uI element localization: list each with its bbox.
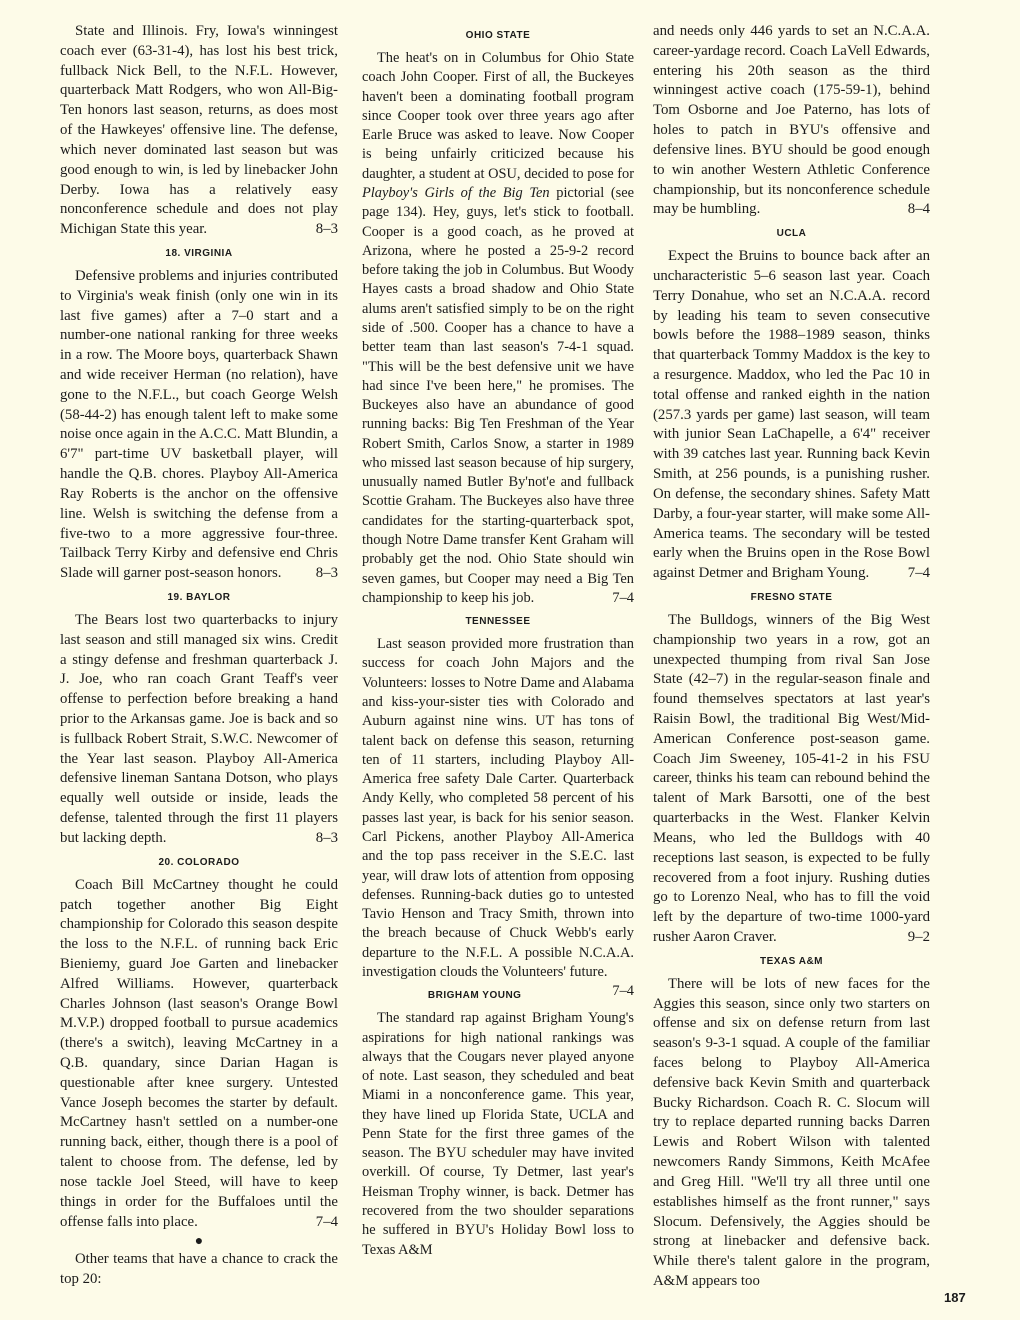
column-1 xyxy=(60,22,338,1290)
team-heading: FRESNO STATE xyxy=(750,591,833,603)
article-paragraph xyxy=(653,975,930,1292)
team-heading: OHIO STATE xyxy=(465,30,531,41)
paragraph-text: Defensive problems and injuries contributed to Virginia's weak finish (only one win in its last five games) after a 7–0 start and a number-one national ranking for three weeks in a row. The Moore boys, quarterback Shawn and wide receiver Herman (no relation), have gone to the N.F.L., but coach George Welsh (58-44-2) has enough talent left to make some noise once again in the A.C.C. Matt Blundin, a 6'7" part-time UV basketball player, will handle the Q.B. chores. Playboy All-America Ray Roberts is the anchor on the offensive line. Welsh is switching the defense from a five-two to a more aggressive four-three. Tailback Terry Kirby and defensive end Chris Slade will garner post-season honors. xyxy=(60,267,338,582)
article-paragraph xyxy=(653,247,930,584)
paragraph-text: Other teams that have a chance to crack the top 20: xyxy=(60,1251,338,1288)
paragraph-text: The Bulldogs, winners of the Big West championship two years in a row, got an unexpected thumping from rival San Jose State (42–7) in the regular-season finale and found themselves spectators at last year's Raisin Bowl, the traditional Big West/Mid-American Conference post-season game. Coach Jim Sweeney, 105-41-2 in his FSU career, thinks his team can rebound behind the talent of Mark Barsotti, one of the best quarterbacks in the West. Flanker Kelvin Means, who led the Bulldogs with 40 receptions last season, is expected to be fully recovered from a foot injury. Rushing duties go to Lorenzo Neal, who has to fill the void left by the departure of two-time 1000-yard rusher Aaron Craver. xyxy=(653,611,930,945)
pictorial-title: Playboy's Girls of the Big Ten xyxy=(362,184,550,201)
article-block xyxy=(60,856,338,1233)
article-block xyxy=(653,591,930,948)
paragraph-text: Coach Bill McCartney thought he could patch together another Big Eight championship for Colorado this season despite the loss to the N.F.L. of running back Eric Bieniemy, guard Joe Garten and linebacker Alfred Williams. However, quarterback Charles Johnson (last season's Orange Bowl M.V.P.) dropped football to pursue academics (there's a switch), leaving McCartney in a Q.B. quandary, since Darian Hagan is questionable after knee surgery. Untested Vance Joseph becomes the starter by default. McCartney hasn't settled on a number-one running back, either, though there is a pool of talent to choose from. The defense, led by nose tackle Joel Steed, will have to keep things in order for the Buffaloes until the offense falls into place. xyxy=(60,876,338,1230)
paragraph-text: and needs only 446 yards to set an N.C.A.A. career-yardage record. Coach LaVell Edwards, entering his 20th season as the third winningest active coach (175-59-1), behind Tom Osborne and Joe Paterno, has lots of holes to patch in BYU's offensive and defensive lines. BYU should be good enough to win another Western Athletic Conference championship, but its nonconference schedule may be humbling. xyxy=(653,23,930,218)
article-paragraph xyxy=(60,267,338,584)
paragraph-text: The standard rap against Brigham Young's aspirations for high national rankings was always that the Cougars never played anyone of note. Last season, they scheduled and beat Miami in a nonconference game. This year, they have lined up Florida State, UCLA and Penn State for the first three games of the season. The BYU scheduler may have invited overkill. Of course, Ty Detmer, last year's Heisman Trophy winner, is back. Detmer has recovered from the two shoulder separations he suffered in BYU's Holiday Bowl loss to Texas A&M xyxy=(362,1010,634,1258)
season-prediction: 8–3 xyxy=(315,565,338,582)
paragraph-text: Last season provided more frustration than success for coach John Majors and the Volunteers: losses to Notre Dame and Alabama and kiss-your-sister ties with Colorado and Auburn against nine wins. UT has tons of talent back on defense this season, returning ten of 11 starters, including Playboy All-America free safety Dale Carter. Quarterback Andy Kelly, who completed 58 percent of his passes last year, is back for his senior season. Carl Pickens, another Playboy All-America and the top pass receiver in the S.E.C. last year, will draw lots of attention from opposing defenses. Running-back duties go to untested Tavio Henson and Tracy Smith, thrown into the breach because of Chuck Webb's early departure to the N.F.L. A possible N.C.A.A. investigation clouds the Volunteers' future. xyxy=(362,636,634,980)
paragraph-text: State and Illinois. Fry, Iowa's winningest coach ever (63-31-4), has lost his best trick, fullback Nick Bell, to the N.F.L. However, quarterback Matt Rodgers, who won All-Big-Ten honors last season, returns, as does most of the Hawkeyes' offensive line. The defense, which never dominated last season but was good enough to win, is led by linebacker John Derby. Iowa has a relatively easy nonconference schedule and does not play Michigan State this year. xyxy=(60,23,338,238)
season-prediction: 7–4 xyxy=(612,983,634,1000)
article-block xyxy=(362,29,634,608)
season-prediction: 8–3 xyxy=(315,221,338,238)
article-paragraph xyxy=(60,1250,338,1290)
season-prediction: 8–4 xyxy=(907,201,930,218)
season-prediction: 9–2 xyxy=(907,928,930,945)
article-paragraph xyxy=(60,22,338,240)
article-block xyxy=(362,989,634,1260)
column-3 xyxy=(653,22,930,1292)
article-paragraph xyxy=(362,1009,634,1260)
page-number: 187 xyxy=(944,1290,966,1305)
season-prediction: 7–4 xyxy=(907,565,930,582)
article-block xyxy=(60,591,338,849)
article-paragraph xyxy=(60,611,338,849)
paragraph-text: The heat's on in Columbus for Ohio State coach John Cooper. First of all, the Buckeyes haven't been a dominating football program since Cooper took over three years ago after Earle Bruce was asked to leave. Now Cooper is being unfairly criticized because his daughter, a student at OSU, decided to pose for Playboy's Girls of the Big Ten pictorial (see page 134). Hey, guys, let's stick to football. Cooper is a good coach, as he proved at Arizona, where he posted a 25-9-2 record before taking the job in Columbus. But Woody Hayes casts a broad shadow and Ohio State alums aren't satisfied simply to be on the right side of .500. Cooper has a chance to have a better team than last season's 7-4-1 squad. "This will be the best defensive unit we have had since I've been here," he promises. The Buckeyes also have an abundance of good running backs: Big Ten Freshman of the Year Robert Smith, Carlos Snow, a starter in 1989 who missed last season because of hip surgery, unusually named Butler By'not'e and fullback Scottie Graham. The Buckeyes also have three candidates for the starting-quarterback spot, though Notre Dame transfer Kent Graham will probably get the nod. Ohio State should win seven games, but Cooper may need a Big Ten championship to keep his job. xyxy=(362,50,634,606)
article-block xyxy=(653,227,930,584)
team-heading: 20. COLORADO xyxy=(158,856,240,868)
article-paragraph xyxy=(60,876,338,1233)
paragraph-text: There will be lots of new faces for the Aggies this season, since only two starters on offense and six on defense return from last season's 9-3-1 squad. A couple of the familiar faces belong to Playboy All-America defensive back Kevin Smith and quarterback Bucky Richardson. Coach R. C. Slocum will try to replace departed running backs Darren Lewis and Robert Wilson with talented newcomers Randy Simmons, Keith McAfee and Greg Hill. "We'll try all three until one establishes himself as the front runner," says Slocum. Defensively, the Aggies should be strong at linebacker and defensive back. While there's talent galore in the program, A&M appears too xyxy=(653,975,930,1289)
article-paragraph xyxy=(653,611,930,948)
paragraph-text: The Bears lost two quarterbacks to injury last season and still managed six wins. Credit a stingy defense and freshman quarterback J. J. Joe, who ran coach Grant Teaff's veer offense to perfection before breaking a hand prior to the Arkansas game. Joe is back and so is fullback Robert Strait, S.W.C. Newcomer of the Year last season. Playboy All-America defensive lineman Santana Dotson, who plays equally well outside or inside, leads the defense, talented through the first 11 players but lacking depth. xyxy=(60,611,338,846)
team-heading: 19. BAYLOR xyxy=(167,591,231,603)
article-paragraph xyxy=(653,22,930,220)
article-block xyxy=(653,22,930,220)
section-bullet: ● xyxy=(194,1234,204,1250)
team-heading: TENNESSEE xyxy=(465,616,531,628)
team-heading: 18. VIRGINIA xyxy=(165,247,233,259)
season-prediction: 7–4 xyxy=(315,1213,338,1230)
article-paragraph xyxy=(362,49,634,608)
article-block xyxy=(60,1234,338,1290)
team-heading: BRIGHAM YOUNG xyxy=(427,990,522,1002)
column-2 xyxy=(362,22,634,1260)
paragraph-text: Expect the Bruins to bounce back after an uncharacteristic 5–6 season last year. Coach Terry Donahue, who set an N.C.A.A. record by leading his team to seven consecutive bowls before the 1988–1989 season, thinks that quarterback Tommy Maddox is the key to a resurgence. Maddox, who led the Pac 10 in total offense and ranked eighth in the nation (257.3 yards per game) last season, will team with junior Sean LaChapelle, a 6'4" receiver with 39 catches last year. Running back Kevin Smith, at 256 pounds, is a punishing rusher. On defense, the secondary shines. Safety Matt Darby, a four-year starter, will make some All-America teams. The secondary will be tested early when the Bruins open in the Rose Bowl against Detmer and Brigham Young. xyxy=(653,248,930,582)
team-heading: UCLA xyxy=(776,228,807,240)
article-block xyxy=(60,22,338,240)
season-prediction: 7–4 xyxy=(612,589,634,606)
season-prediction: 8–3 xyxy=(315,829,338,846)
article-block xyxy=(653,955,930,1292)
article-block xyxy=(60,247,338,584)
team-heading: TEXAS A&M xyxy=(759,955,824,967)
